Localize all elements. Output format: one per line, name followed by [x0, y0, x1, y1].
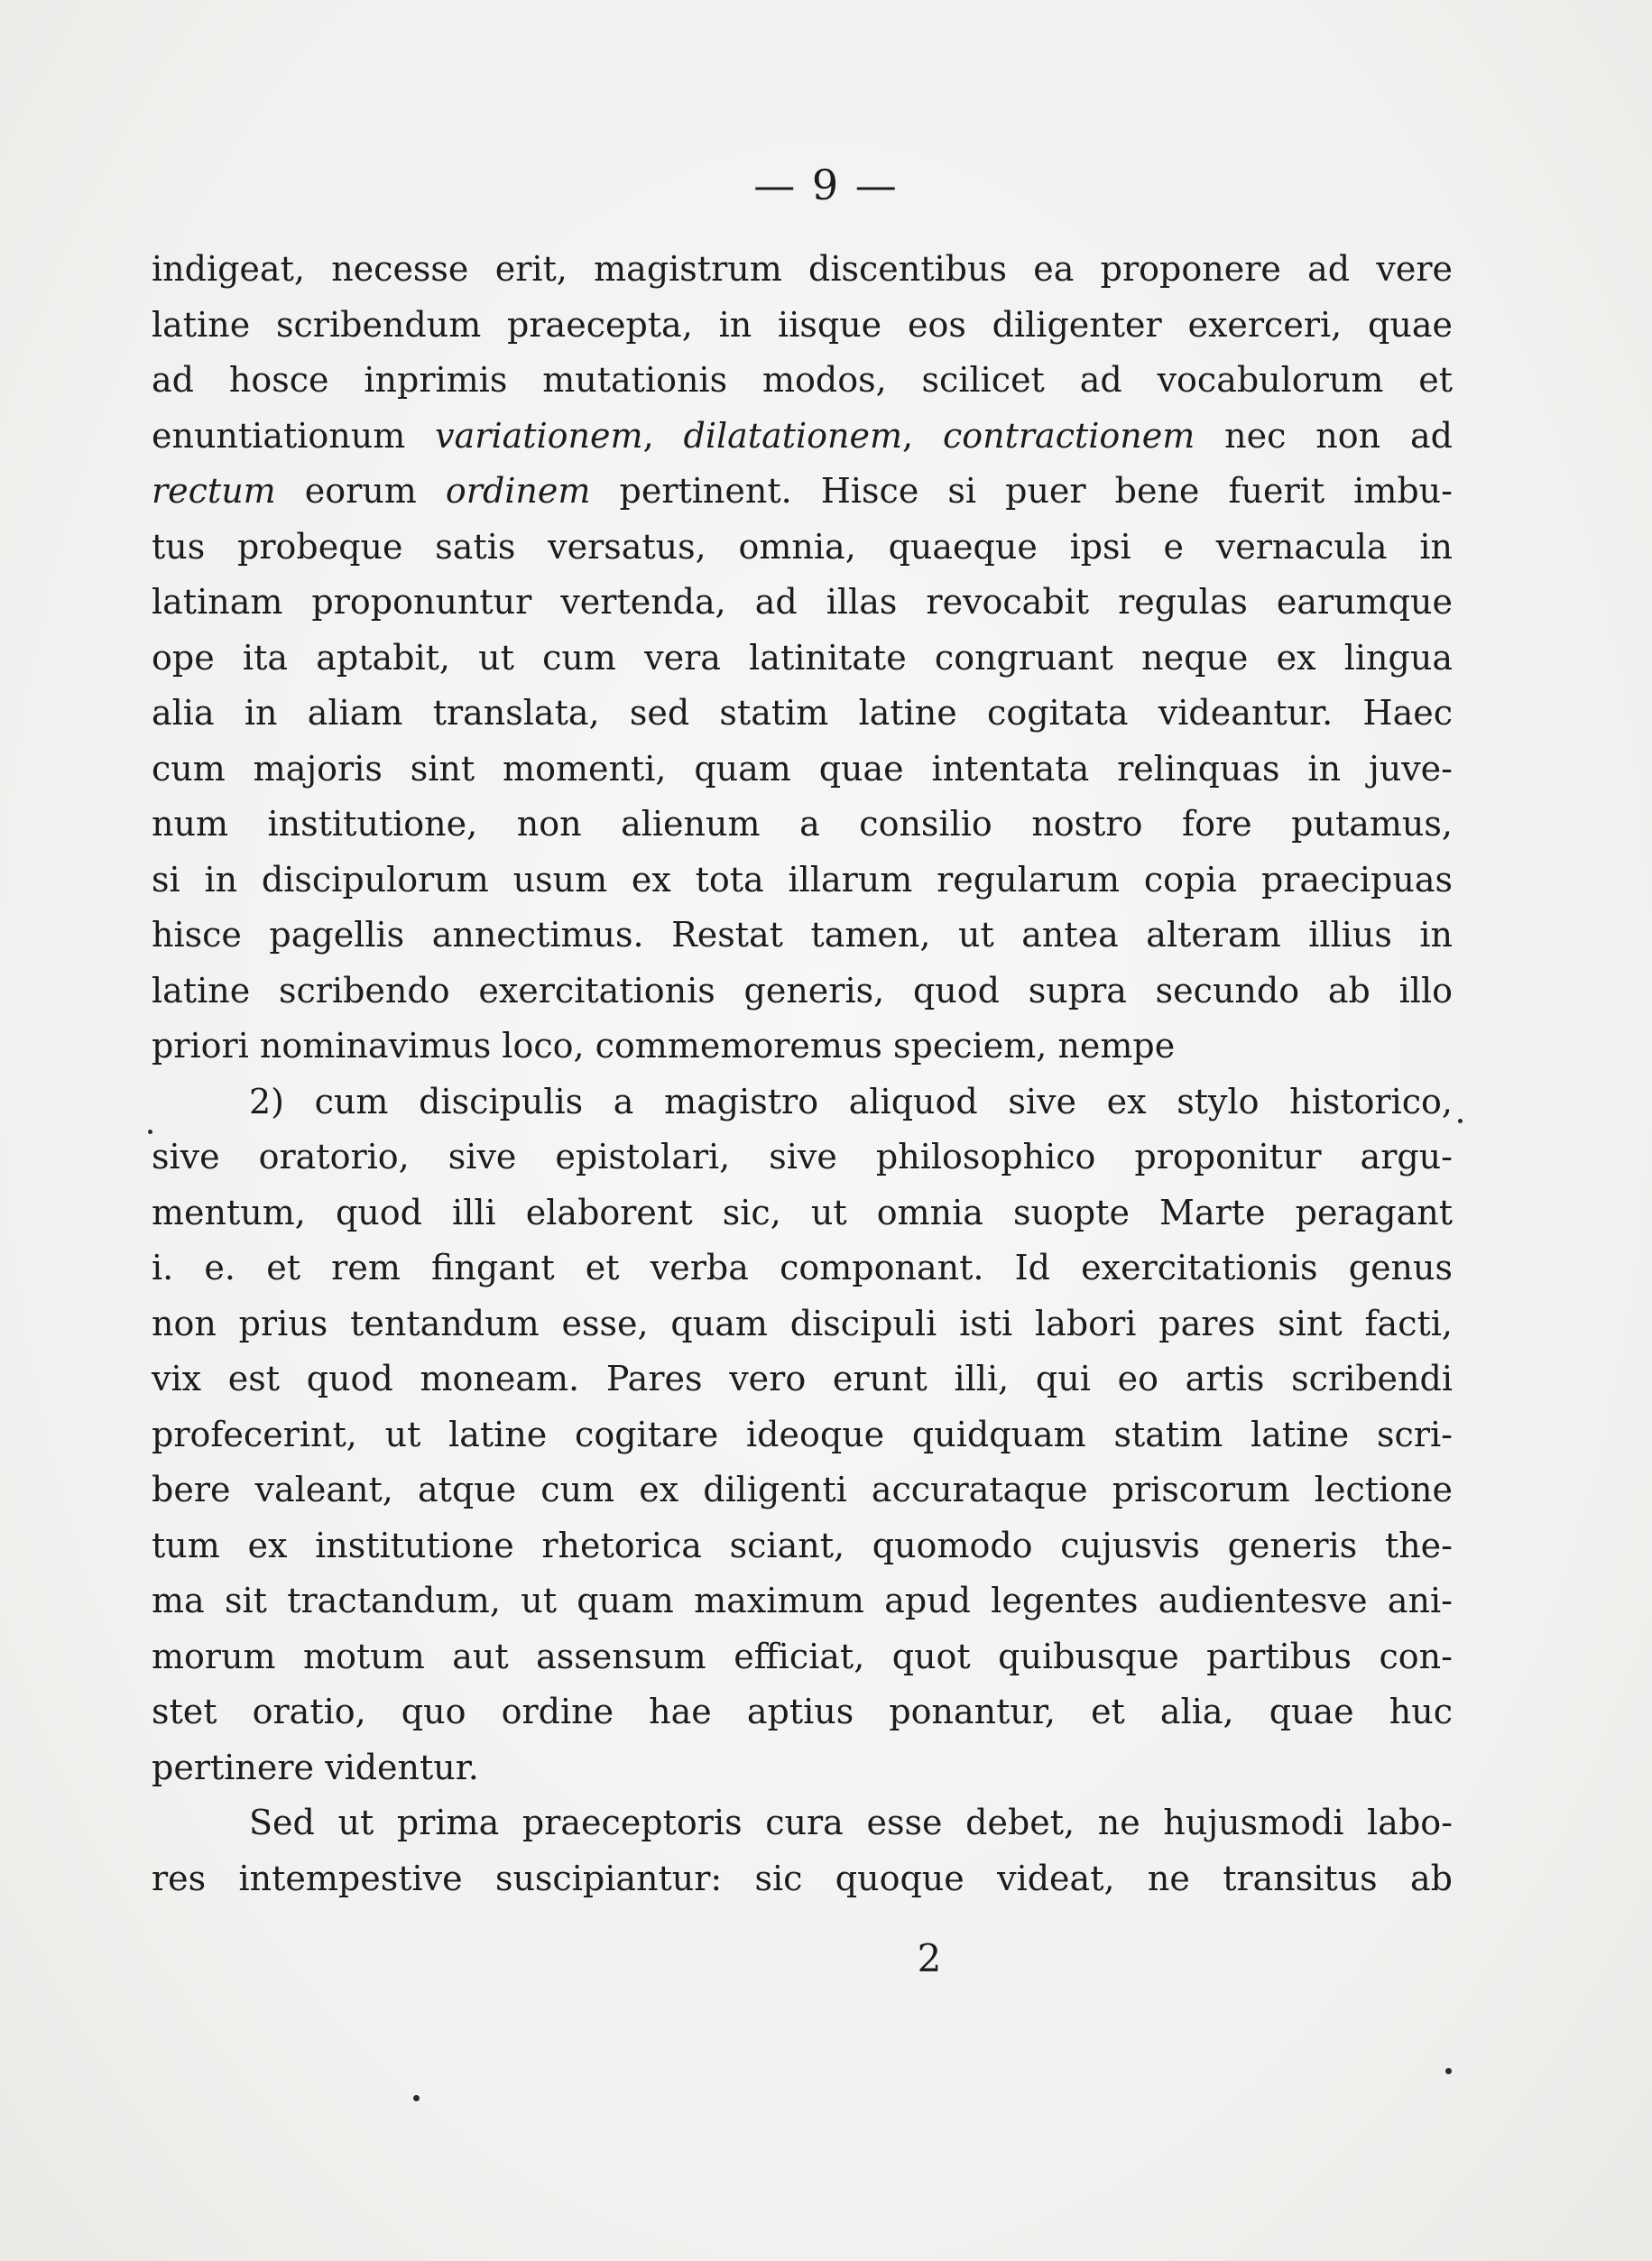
- signature-mark: 2: [917, 1936, 942, 1980]
- text-line-4-pre: enuntiationum: [152, 415, 436, 456]
- text-line-20: non prius tentandum esse, quam discipuli isti labori pares sint facti,: [152, 1303, 1453, 1343]
- text-line-9: alia in aliam translata, sed statim latine cogitata videantur. Haec: [152, 693, 1453, 733]
- text-line-5-post: pertinent. Hisce si puer bene fuerit imbu-: [590, 471, 1453, 511]
- italic-dilatationem: dilatationem: [683, 415, 903, 456]
- text-line-18: mentum, quod illi elaborent sic, ut omnia suopte Marte peragant: [152, 1192, 1453, 1232]
- text-line-29: Sed ut prima praeceptoris cura esse debet, ne hujusmodi labo-: [249, 1803, 1453, 1842]
- text-line-22: profecerint, ut latine cogitare ideoque quidquam statim latine scri-: [152, 1414, 1453, 1454]
- print-speck: [1445, 2068, 1452, 2074]
- text-line-12: si in discipulorum usum ex tota illarum regularum copia praecipuas: [152, 859, 1453, 900]
- text-line-27: stet oratio, quo ordine hae aptius ponantur, et alia, quae huc: [152, 1692, 1453, 1731]
- text-line-17: sive oratorio, sive epistolari, sive philosophico proponitur argu-: [152, 1137, 1453, 1177]
- text-line-14: latine scribendo exercitationis generis, quod supra secundo ab illo: [152, 970, 1453, 1011]
- italic-variationem: variationem: [435, 415, 643, 456]
- text-line-4-sep1: ,: [642, 415, 684, 456]
- text-line-13: hisce pagellis annectimus. Restat tamen, ut antea alteram illius in: [152, 915, 1453, 955]
- text-line-4-sep2: ,: [902, 415, 943, 456]
- text-line-15: priori nominavimus loco, commemoremus speciem, nempe: [152, 1026, 1176, 1066]
- text-line-25: ma sit tractandum, ut quam maximum apud legentes audientesve ani-: [152, 1581, 1453, 1620]
- text-line-1: indigeat, necesse erit, magistrum discentibus ea proponere ad vere: [152, 249, 1453, 289]
- text-line-21: vix est quod moneam. Pares vero erunt illi, qui eo artis scribendi: [152, 1359, 1453, 1398]
- italic-contractionem: contractionem: [942, 415, 1195, 456]
- page-number: — 9 —: [753, 161, 899, 209]
- text-line-8: ope ita aptabit, ut cum vera latinitate congruant neque ex lingua: [152, 637, 1453, 678]
- text-line-16: 2) cum discipulis a magistro aliquod sive ex stylo historico,: [249, 1081, 1453, 1121]
- print-speck: [413, 2095, 420, 2101]
- text-line-2: latine scribendum praecepta, in iisque eos diligenter exerceri, quae: [152, 304, 1453, 345]
- italic-rectum: rectum: [152, 471, 276, 511]
- text-line-26: morum motum aut assensum efficiat, quot quibusque partibus con-: [152, 1636, 1453, 1676]
- text-line-5-mid: eorum: [275, 471, 446, 511]
- italic-ordinem: ordinem: [445, 471, 591, 511]
- text-line-4-post: nec non ad: [1195, 415, 1453, 456]
- text-line-7: latinam proponuntur vertenda, ad illas revocabit regulas earumque: [152, 582, 1453, 622]
- text-line-6: tus probeque satis versatus, omnia, quaeque ipsi e vernacula in: [152, 526, 1453, 567]
- text-line-3: ad hosce inprimis mutationis modos, scilicet ad vocabulorum et: [152, 360, 1453, 400]
- text-line-19: i. e. et rem fingant et verba componant. Id exercitationis genus: [152, 1248, 1453, 1287]
- text-line-30: res intempestive suscipiantur: sic quoque videat, ne transitus ab: [152, 1858, 1453, 1898]
- text-line-10: cum majoris sint momenti, quam quae intentata relinquas in juve-: [152, 748, 1453, 789]
- print-speck: [148, 1130, 152, 1134]
- text-line-11: num institutione, non alienum a consilio nostro fore putamus,: [152, 804, 1453, 844]
- text-line-24: tum ex institutione rhetorica sciant, quomodo cujusvis generis the-: [152, 1525, 1453, 1565]
- print-speck: [1458, 1119, 1463, 1123]
- text-line-28: pertinere videntur.: [152, 1747, 479, 1787]
- text-line-23: bere valeant, atque cum ex diligenti accurataque priscorum lectione: [152, 1470, 1453, 1509]
